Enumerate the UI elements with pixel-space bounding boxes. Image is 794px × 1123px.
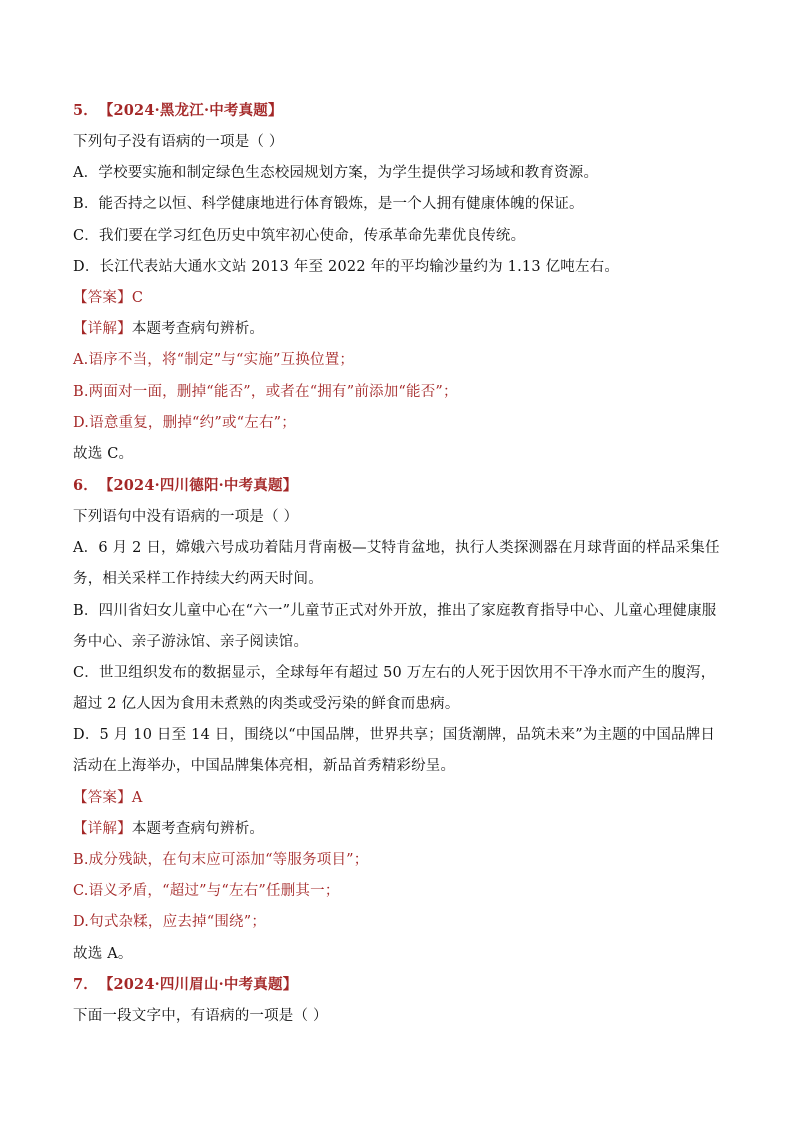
option-a: A．学校要实施和制定绿色生态校园规划方案，为学生提供学习场域和教育资源。 xyxy=(73,165,599,181)
answer-label: 【答案】 xyxy=(73,290,132,306)
option-c: C．世卫组织发布的数据显示，全球每年有超过 50 万左右的人死于因饮用不干净水而产生的腹泻，超过 2 亿人因为食用未煮熟的肉类或受污染的鲜食而患病。 xyxy=(73,665,716,712)
answer-value: A xyxy=(131,790,143,806)
detail-item: B.两面对一面，删掉“能否”，或者在“拥有”前添加“能否”； xyxy=(73,384,458,400)
source-tag: 【2024·四川眉山·中考真题】 xyxy=(106,976,298,993)
detail-intro: 本题考查病句辨析。 xyxy=(131,321,265,337)
question-stem: 下面一段文字中，有语病的一项是（ ） xyxy=(73,1008,328,1024)
detail-item: A.语序不当，将“制定”与“实施”互换位置； xyxy=(73,352,355,368)
detail-line xyxy=(73,319,723,339)
detail-item: D.句式杂糅，应去掉“围绕”； xyxy=(73,914,267,930)
question-stem: 下列句子没有语病的一项是（ ） xyxy=(73,134,284,150)
question-stem: 下列语句中没有语病的一项是（ ） xyxy=(73,509,299,525)
option-b: B．能否持之以恒、科学健康地进行体育锻炼，是一个人拥有健康体魄的保证。 xyxy=(73,196,584,212)
conclusion: 故选 A。 xyxy=(73,946,133,962)
question-5-header xyxy=(73,101,723,121)
question-7-header xyxy=(73,975,723,995)
detail-label: 【详解】 xyxy=(73,321,132,337)
option-d: D．5 月 10 日至 14 日，围绕以“中国品牌，世界共享；国货潮牌，品筑未来”为主题的中国品牌日活动在上海举办，中国品牌集体亮相，新品首秀精彩纷呈。 xyxy=(73,727,716,774)
answer-line xyxy=(73,288,723,308)
option-a: A．6 月 2 日，嫦娥六号成功着陆月背南极—艾特肯盆地，执行人类探测器在月球背面的样品采集任务，相关采样工作持续大约两天时间。 xyxy=(73,540,720,587)
source-tag: 【2024·黑龙江·中考真题】 xyxy=(106,102,283,119)
answer-value: C xyxy=(131,290,144,306)
detail-line xyxy=(73,819,723,839)
detail-label: 【详解】 xyxy=(73,821,132,837)
detail-item: B.成分残缺，在句末应可添加“等服务项目”； xyxy=(73,852,369,868)
detail-item: C.语义矛盾，“超过”与“左右”任删其一； xyxy=(73,883,340,899)
detail-item: D.语意重复，删掉“约”或“左右”； xyxy=(73,415,296,431)
conclusion: 故选 C。 xyxy=(73,446,134,462)
option-d: D．长江代表站大通水文站 2013 年至 2022 年的平均输沙量约为 1.13 亿吨左右。 xyxy=(73,259,620,275)
answer-line xyxy=(73,788,723,808)
source-tag: 【2024·四川德阳·中考真题】 xyxy=(106,477,298,494)
question-number: 6． xyxy=(73,477,98,494)
answer-label: 【答案】 xyxy=(73,790,132,806)
detail-intro: 本题考查病句辨析。 xyxy=(131,821,265,837)
question-number: 7． xyxy=(73,976,98,993)
option-b: B．四川省妇女儿童中心在“六一”儿童节正式对外开放，推出了家庭教育指导中心、儿童心理健康服务中心、亲子游泳馆、亲子阅读馆。 xyxy=(73,603,717,650)
question-6-header xyxy=(73,476,723,496)
option-c: C．我们要在学习红色历史中筑牢初心使命，传承革命先辈优良传统。 xyxy=(73,228,526,244)
question-number: 5． xyxy=(73,102,98,119)
